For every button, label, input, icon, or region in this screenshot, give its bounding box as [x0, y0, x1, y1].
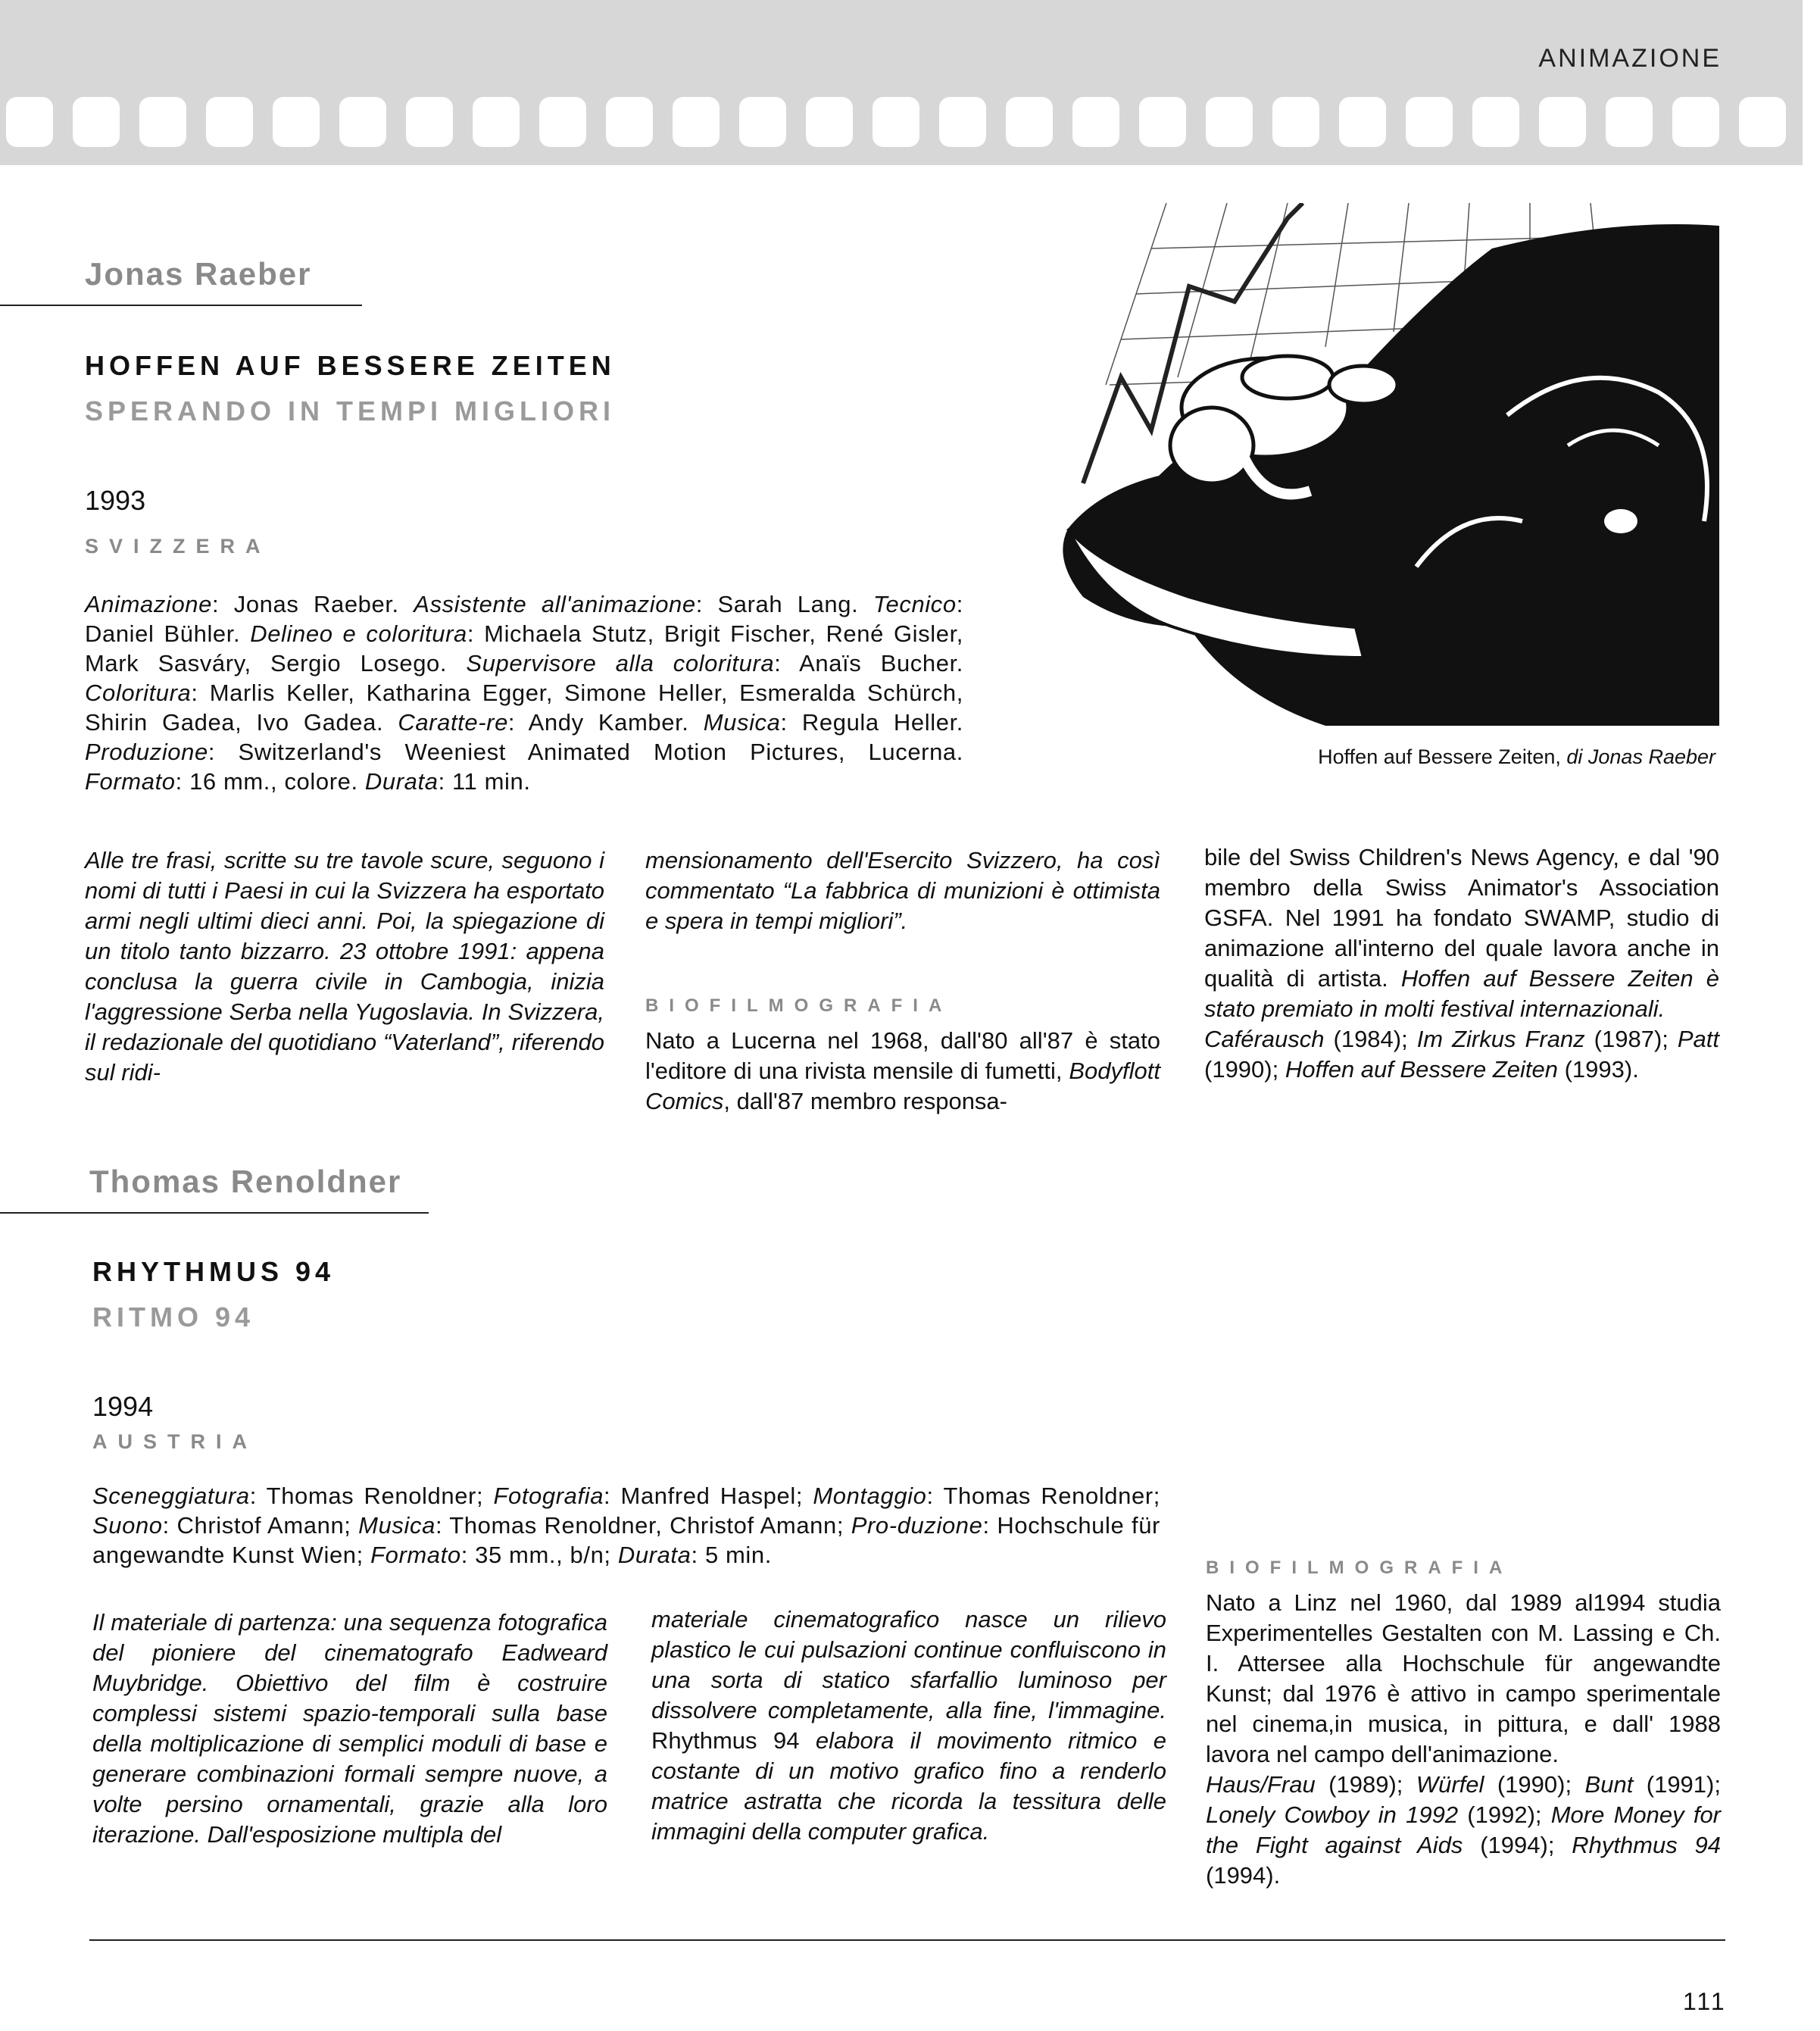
filmography-title: Patt — [1677, 1026, 1719, 1052]
credit-separator: : — [211, 591, 234, 617]
film-hole — [1139, 97, 1186, 147]
credit-separator: : — [467, 620, 485, 647]
credit-separator: : — [435, 1512, 450, 1539]
caption-author: di Jonas Raeber — [1566, 745, 1715, 768]
film-hole — [673, 97, 720, 147]
filmography-title: Lonely Cowboy in 1992 — [1206, 1801, 1468, 1828]
film-hole — [1539, 97, 1586, 147]
credit-names: Thomas Renoldner; — [943, 1483, 1160, 1509]
section-label: ANIMAZIONE — [1538, 44, 1722, 73]
film-hole — [1072, 97, 1119, 147]
credit-names: Hochschule für angewandte Kunst Wien; — [92, 1512, 1160, 1568]
credit-separator: : — [982, 1512, 997, 1539]
film-year: 1994 — [92, 1391, 154, 1422]
credit-role: Animazione — [85, 591, 212, 617]
credit-separator: : — [507, 709, 529, 736]
filmography-list — [1206, 1770, 1721, 1891]
bio-text-tail: , dall'87 membro responsa- — [723, 1088, 1007, 1114]
credit-role: Caratte-re — [398, 709, 508, 736]
bio-text: Nato a Lucerna nel 1968, dall'80 all'87 è stato l'editore di una rivista mensile di fumetti, — [645, 1027, 1160, 1084]
film-hole — [1339, 97, 1386, 147]
film-title-italian: RITMO 94 — [92, 1301, 255, 1333]
film-hole — [806, 97, 853, 147]
credit-names: Marlis Keller, Katharina Egger, Simone Heller, Esmeralda Schürch, Shirin Gadea, Ivo Gadea. — [85, 680, 963, 736]
bio-magazine-title: Bodyflott Comics — [645, 1058, 1160, 1114]
film-hole — [1406, 97, 1453, 147]
credit-role: Montaggio — [813, 1483, 927, 1509]
credit-names: Daniel Bühler. — [85, 620, 251, 647]
credit-separator: : — [780, 709, 802, 736]
credit-role: Delineo e coloritura — [250, 620, 467, 647]
credit-names: Jonas Raeber. — [233, 591, 414, 617]
filmography-list — [1204, 1024, 1719, 1085]
film-hole — [206, 97, 253, 147]
film-credits — [85, 589, 963, 796]
film-hole — [539, 97, 586, 147]
credit-names: Thomas Renoldner; — [266, 1483, 494, 1509]
author-rule — [0, 1212, 429, 1214]
biofilmografia-heading: BIOFILMOGRAFIA — [645, 995, 953, 1016]
credit-separator: : — [926, 1483, 944, 1509]
credit-names: 16 mm., colore. — [189, 768, 365, 795]
credit-role: Sceneggiatura — [92, 1483, 250, 1509]
credit-separator: : — [460, 1542, 476, 1568]
credit-separator: : — [695, 591, 718, 617]
credits-list — [92, 1483, 1160, 1568]
credit-role: Musica — [703, 709, 781, 736]
credit-separator: : — [956, 591, 963, 617]
film-hole — [939, 97, 986, 147]
filmography-title: Im Zirkus Franz — [1416, 1026, 1594, 1052]
film-hole — [1672, 97, 1719, 147]
filmography-year: (1993). — [1564, 1056, 1639, 1083]
credit-names: Switzerland's Weeniest Animated Motion Pictures, Lucerna. — [238, 739, 963, 765]
credit-role: Durata — [364, 768, 439, 795]
film-country: AUSTRIA — [92, 1430, 258, 1453]
credit-names: 35 mm., b/n; — [475, 1542, 618, 1568]
credit-names: 5 min. — [704, 1542, 772, 1568]
filmography-year: (1990); — [1204, 1056, 1285, 1083]
film-credits — [92, 1481, 1160, 1570]
bio-award-note: Hoffen auf Bessere Zeiten è stato premiato in molti festival internazionali. — [1204, 965, 1719, 1022]
credit-role: Coloritura — [85, 680, 192, 706]
page-number: 111 — [1683, 1988, 1727, 2015]
film-hole — [606, 97, 653, 147]
filmography-title: Bunt — [1584, 1771, 1647, 1798]
illustration-caption — [1182, 745, 1715, 769]
credit-names: Andy Kamber. — [528, 709, 704, 736]
credit-role: Assistente all'animazione — [414, 591, 696, 617]
filmography-title: More Money for the Fight against Aids — [1206, 1801, 1722, 1858]
credit-role: Suono — [92, 1512, 163, 1539]
credit-role: Supervisore alla coloritura — [466, 650, 775, 676]
film-hole — [739, 97, 786, 147]
credit-role: Formato — [85, 768, 176, 795]
filmography-title: Caférausch — [1204, 1026, 1334, 1052]
credit-separator: : — [191, 680, 210, 706]
biofilmografia-heading: BIOFILMOGRAFIA — [1206, 1558, 1513, 1578]
film-country: SVIZZERA — [85, 535, 271, 558]
film-hole — [1739, 97, 1786, 147]
credit-names: Anaïs Bucher. — [799, 650, 964, 676]
filmography-year: (1992); — [1467, 1801, 1551, 1828]
film-hole — [1272, 97, 1319, 147]
credit-separator: : — [438, 768, 452, 795]
bio-text-continued: bile del Swiss Children's News Agency, e dal '90 membro della Swiss Animator's Association GSFA. Nel 1991 ha fondato SWAMP, studio di animazione all'interno del quale lavora anche in qualità di artista. — [1204, 844, 1719, 992]
film-hole — [273, 97, 320, 147]
bio-column-3 — [1206, 1553, 1721, 1891]
credit-role: Musica — [358, 1512, 435, 1539]
credit-separator: : — [249, 1483, 267, 1509]
filmography-year: (1984); — [1333, 1026, 1417, 1052]
author-rule — [0, 305, 362, 306]
film-hole — [1472, 97, 1519, 147]
film-title-original: HOFFEN AUF BESSERE ZEITEN — [85, 350, 616, 381]
film-hole — [1206, 97, 1253, 147]
credit-names: Christof Amann; — [176, 1512, 359, 1539]
synopsis-column-1: Il materiale di partenza: una sequenza fotografica del pioniere del cinematografo Eadweard Muybridge. Obiettivo del film è costruire complessi sistemi spazio-temporali sulla base della moltiplicazione di semplici moduli di base e generare combinazioni formali sempre nuove, a volte persino ornamentali, grazie alla loro iterazione. Dall'esposizione multipla del — [92, 1609, 607, 1848]
film-hole — [473, 97, 520, 147]
credit-role: Produzione — [85, 739, 208, 765]
author-name: Thomas Renoldner — [89, 1164, 402, 1199]
credit-role: Formato — [370, 1542, 461, 1568]
film-still-illustration — [1038, 203, 1719, 726]
credits-list — [85, 591, 963, 795]
synopsis-continuation: mensionamento dell'Esercito Svizzero, ha così commentato “La fabbrica di munizioni è ottimista e spera in tempi migliori”. — [645, 847, 1160, 934]
bio-column-3 — [1204, 842, 1719, 1085]
synopsis-text: materiale cinematografico nasce un rilievo plastico le cui pulsazioni continue confluiscono in una sorta di statico sfarfallio luminoso per dissolvere completamente, alla fine, l'immagine. — [651, 1606, 1166, 1723]
film-hole — [339, 97, 386, 147]
filmography-year: (1994); — [1480, 1832, 1572, 1858]
credit-role: Fotografia — [493, 1483, 604, 1509]
credit-separator: : — [208, 739, 239, 765]
filmography-year: (1994). — [1206, 1862, 1281, 1889]
filmography-year: (1989); — [1328, 1771, 1416, 1798]
credit-separator: : — [691, 1542, 705, 1568]
credit-separator: : — [162, 1512, 177, 1539]
synopsis-text-end: elabora il movimento ritmico e costante di un motivo grafico fino a renderlo matrice astratta che ricorda la tessitura delle immagini della computer grafica. — [651, 1727, 1166, 1845]
credit-separator: : — [175, 768, 190, 795]
synopsis-column-2 — [651, 1604, 1166, 1847]
credit-role: Tecnico — [873, 591, 957, 617]
filmography-year: (1990); — [1497, 1771, 1585, 1798]
caption-title: Hoffen auf Bessere Zeiten, — [1318, 745, 1561, 768]
filmography-title: Rhythmus 94 — [1572, 1832, 1721, 1858]
film-hole — [73, 97, 120, 147]
film-hole — [6, 97, 53, 147]
synopsis-column-1: Alle tre frasi, scritte su tre tavole scure, seguono i nomi di tutti i Paesi in cui la Svizzera ha esportato armi negli ultimi dieci anni. Poi, la spiegazione di un titolo tanto bizzarro. 23 ottobre 1991: appena conclusa la guerra civile in Cambogia, inizia l'aggressione Serba nella Yugoslavia. In Svizzera, il redazionale del quotidiano “Vaterland”, riferendo sul ridi- — [85, 847, 604, 1086]
credit-names: Thomas Renoldner, Christof Amann; — [449, 1512, 851, 1539]
author-name: Jonas Raeber — [85, 256, 312, 292]
film-hole — [406, 97, 453, 147]
film-perforations — [0, 97, 1803, 147]
credit-separator: : — [774, 650, 800, 676]
synopsis-column-2 — [645, 845, 1160, 1117]
credit-separator: : — [604, 1483, 621, 1509]
footer-rule — [89, 1939, 1725, 1941]
synopsis-film-name: Rhythmus 94 — [651, 1727, 800, 1754]
film-hole — [873, 97, 919, 147]
credit-names: Michaela Stutz, Brigit Fischer, René Gisler, Mark Sasváry, Sergio Losego. — [85, 620, 964, 676]
credit-role: Durata — [617, 1542, 691, 1568]
film-strip-header — [0, 0, 1803, 165]
credit-names: 11 min. — [452, 768, 531, 795]
film-title-italian: SPERANDO IN TEMPI MIGLIORI — [85, 395, 616, 427]
film-hole — [139, 97, 186, 147]
credit-names: Sarah Lang. — [717, 591, 873, 617]
film-title-original: RHYTHMUS 94 — [92, 1256, 336, 1287]
credit-names: Regula Heller. — [801, 709, 964, 736]
film-hole — [1006, 97, 1053, 147]
credit-names: Manfred Haspel; — [620, 1483, 813, 1509]
filmography-year: (1991); — [1646, 1771, 1721, 1798]
bio-text: Nato a Linz nel 1960, dal 1989 al1994 studia Experimentelles Gestalten con M. Lassing e Ch. I. Attersee alla Hochschule für angewandte Kunst; dal 1976 è attivo in campo sperimentale nel cinema,in musica, in pittura, e dall' 1988 lavora nel campo dell'animazione. — [1206, 1589, 1721, 1767]
filmography-year: (1987); — [1594, 1026, 1678, 1052]
filmography-title: Haus/Frau — [1206, 1771, 1329, 1798]
filmography-title: Würfel — [1416, 1771, 1497, 1798]
film-year: 1993 — [85, 485, 146, 516]
credit-role: Pro-duzione — [851, 1512, 983, 1539]
filmography-title: Hoffen auf Bessere Zeiten — [1285, 1056, 1565, 1083]
film-hole — [1606, 97, 1653, 147]
